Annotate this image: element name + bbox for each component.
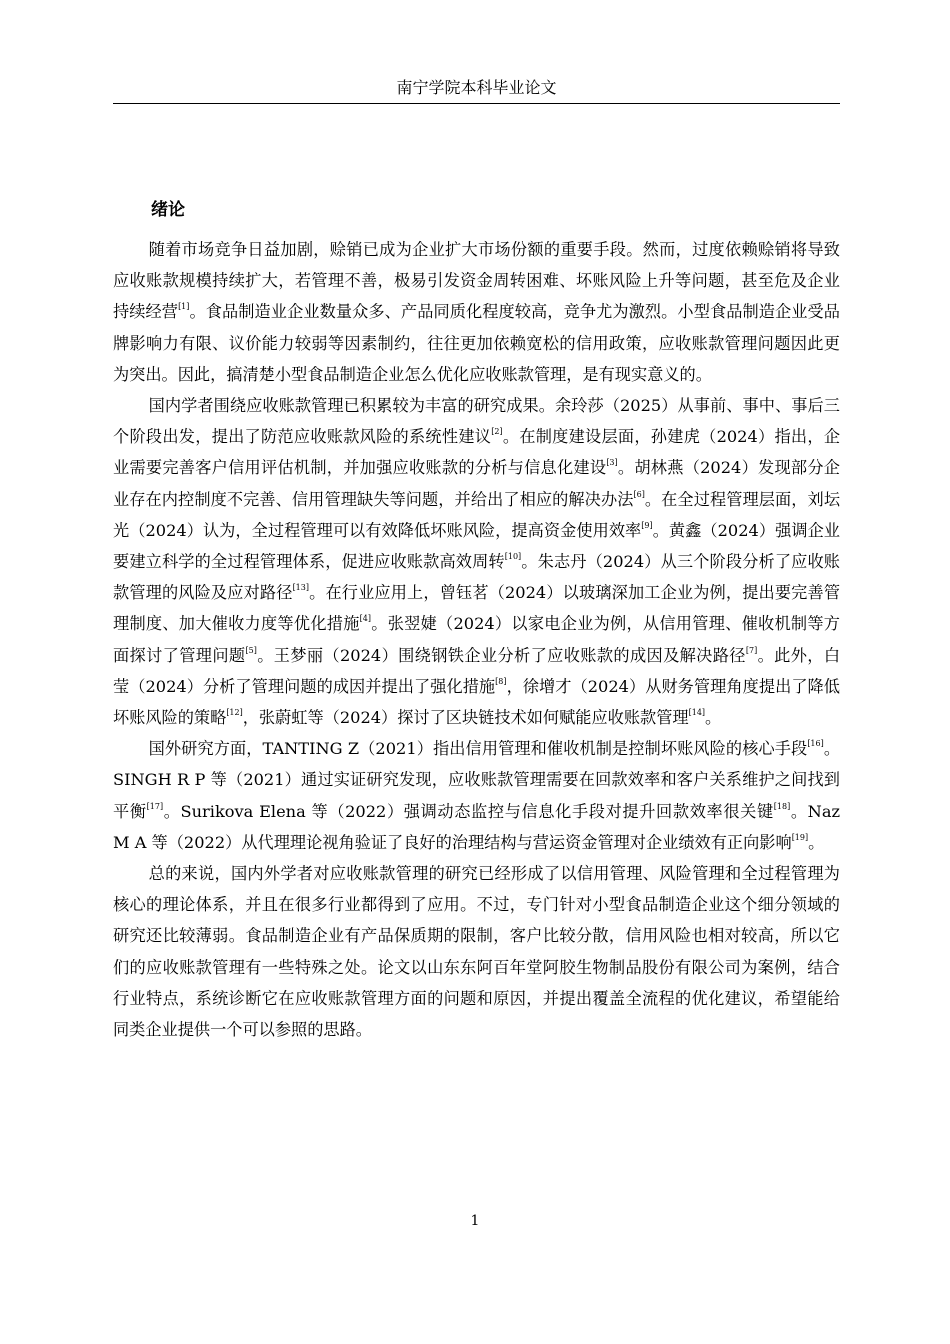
paragraph: [113, 234, 840, 390]
paragraph-text: 。: [808, 832, 825, 852]
paragraph-text: 。王梦丽（2024）围绕钢铁企业分析了应收账款的成因及解决路径: [256, 645, 746, 665]
citation-marker: [10]: [504, 552, 522, 562]
body-text: [113, 234, 840, 1045]
page-number: 1: [470, 1213, 480, 1229]
paragraph-text: 随着市场竞争日益加剧，赊销已成为企业扩大市场份额的重要手段。然而，过度依赖赊销将导致应收账款规模持续扩大，若管理不善，极易引发资金周转困难、坏账风险上升等问题，甚至危及企业持续经营: [113, 240, 840, 322]
citation-marker: [6]: [633, 489, 645, 499]
paragraph-text: 。Naz M A 等（2022）从代理理论视角验证了良好的治理结构与营运资金管理对企业绩效有正向影响: [113, 801, 841, 852]
citation-marker: [17]: [146, 801, 164, 811]
paragraph-text: 。此外，白莹（2024）分析了管理问题的成因并提出了强化措施: [113, 645, 841, 696]
paragraph-text: 。SINGH R P 等（2021）通过实证研究发现，应收账款管理需要在回款效率和客户关系维护之间找到平衡: [113, 739, 841, 821]
paragraph-text: 。: [705, 708, 722, 728]
citation-marker: [1]: [178, 302, 190, 312]
paragraph: [113, 390, 840, 733]
paragraph-text: 。食品制造业企业数量众多、产品同质化程度较高，竞争尤为激烈。小型食品制造企业受品牌影响力有限、议价能力较弱等因素制约，往往更加依赖宽松的信用政策，应收账款管理问题因此更为突出。因此，搞清楚小型食品制造企业怎么优化应收账款管理，是有现实意义的。: [113, 302, 840, 384]
citation-marker: [4]: [359, 614, 371, 624]
paragraph-text: 。朱志丹（2024）从三个阶段分析了应收账款管理的风险及应对路径: [113, 552, 840, 603]
paragraph-text: 国内学者围绕应收账款管理已积累较为丰富的研究成果。余玲莎（2025）从事前、事中、事后三个阶段出发，提出了防范应收账款风险的系统性建议: [113, 396, 840, 447]
running-header: 南宁学院本科毕业论文: [396, 78, 557, 97]
paragraph-text: 国外研究方面，TANTING Z（2021）指出信用管理和催收机制是控制坏账风险的核心手段: [148, 739, 808, 759]
citation-marker: [8]: [495, 676, 507, 686]
citation-marker: [9]: [641, 520, 653, 530]
citation-marker: [5]: [245, 645, 257, 655]
citation-marker: [3]: [606, 458, 618, 468]
citation-marker: [18]: [773, 801, 791, 811]
citation-marker: [12]: [226, 708, 243, 718]
paragraph-text: 。张翌婕（2024）以家电企业为例，从信用管理、催收机制等方面探讨了管理问题: [113, 614, 840, 665]
section-heading: 绪论: [151, 200, 185, 220]
paragraph: [113, 733, 840, 858]
citation-marker: [2]: [491, 427, 503, 437]
paragraph: [113, 858, 840, 1045]
citation-marker: [7]: [745, 645, 758, 655]
paragraph-text: 。在全过程管理层面，刘坛光（2024）认为，全过程管理可以有效降低坏账风险，提高资金使用效率: [113, 489, 841, 540]
citation-marker: [16]: [807, 739, 824, 749]
paragraph-text: 。在行业应用上，曾钰茗（2024）以玻璃深加工企业为例，提出要完善管理制度、加大催收力度等优化措施: [113, 583, 841, 634]
paragraph-text: 。胡林燕（2024）发现部分企业存在内控制度不完善、信用管理缺失等问题，并给出了相应的解决办法: [113, 458, 840, 509]
citation-marker: [14]: [688, 708, 706, 718]
paragraph-text: ，张蔚虹等（2024）探讨了区块链技术如何赋能应收账款管理: [242, 708, 689, 728]
paragraph-text: 总的来说，国内外学者对应收账款管理的研究已经形成了以信用管理、风险管理和全过程管理为核心的理论体系，并且在很多行业都得到了应用。不过，专门针对小型食品制造企业这个细分领域的研究还比较薄弱。食品制造企业有产品保质期的限制，客户比较分散，信用风险也相对较高，所以它们的应收账款管理有一些特殊之处。论文以山东东阿百年堂阿胶生物制品股份有限公司为案例，结合行业特点，系统诊断它在应收账款管理方面的问题和原因，并提出覆盖全流程的优化建议，希望能给同类企业提供一个可以参照的思路。: [113, 864, 840, 1040]
paragraph-text: 。Surikova Elena 等（2022）强调动态监控与信息化手段对提升回款效率很关键: [163, 801, 774, 821]
citation-marker: [19]: [791, 832, 809, 842]
paragraph-text: 。黄鑫（2024）强调企业要建立科学的全过程管理体系，促进应收账款高效周转: [113, 520, 840, 572]
paragraph-text: 。在制度建设层面，孙建虎（2024）指出，企业需要完善客户信用评估机制，并加强应收账款的分析与信息化建设: [113, 427, 841, 478]
header-rule: [113, 103, 840, 104]
citation-marker: [13]: [292, 583, 309, 593]
paragraph-text: ，徐增才（2024）从财务管理角度提出了降低坏账风险的策略: [113, 676, 840, 728]
